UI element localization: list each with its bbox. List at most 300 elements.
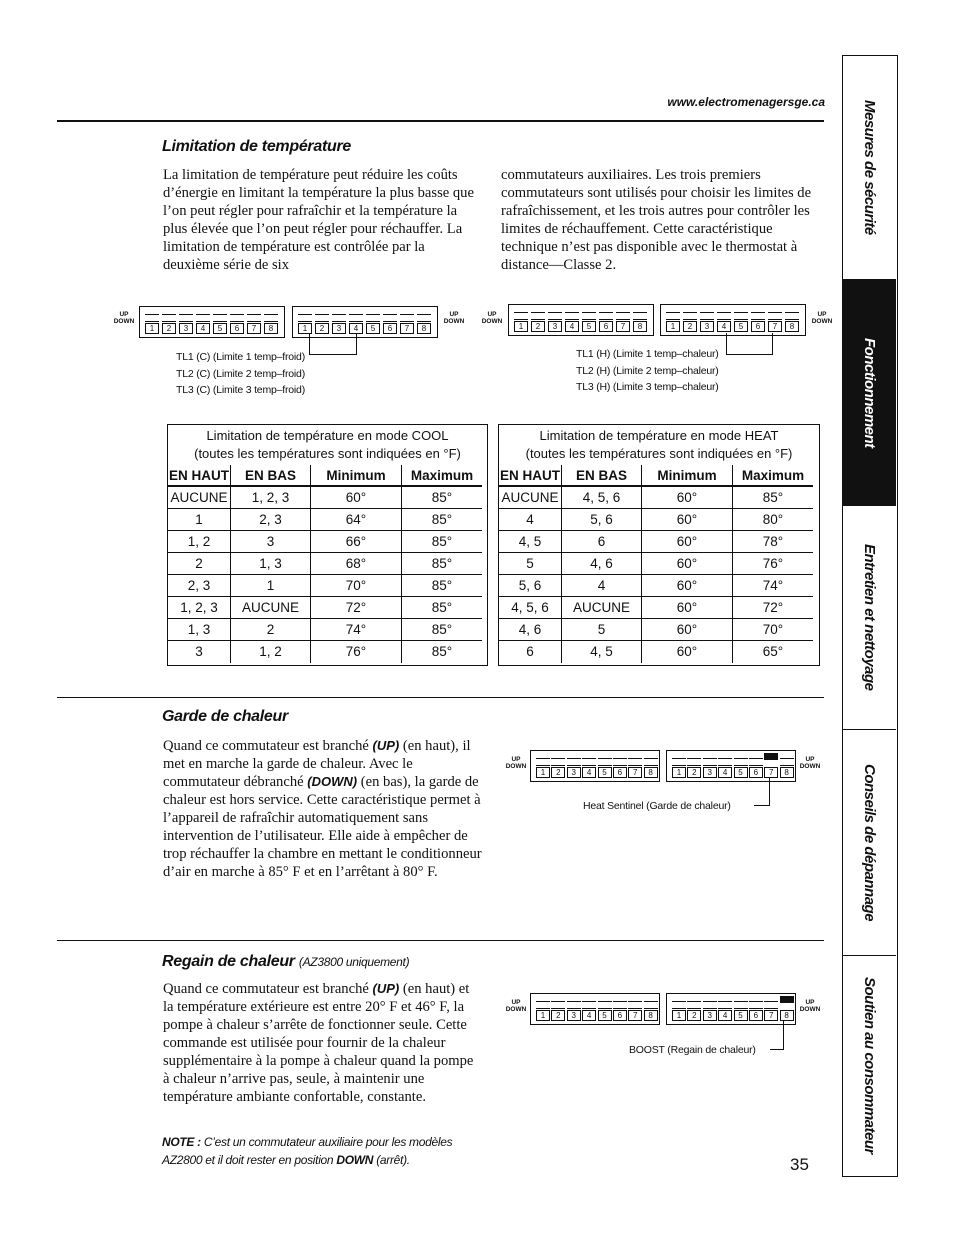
table-row: [168, 575, 487, 597]
table-cell: AUCUNE: [231, 597, 311, 619]
dip-switch-knob: [230, 314, 244, 322]
dip-switch: [247, 309, 261, 334]
dip-switch: [332, 309, 346, 334]
dip-switch-knob: [734, 1001, 748, 1009]
dip-switch-knob: [264, 314, 278, 322]
dip-switch-knob: [687, 758, 701, 766]
label-tl3-cool: TL3 (C) (Limite 3 temp–froid): [176, 384, 305, 396]
dip-switch-number: 2: [687, 1010, 701, 1021]
dip-switch-knob: [703, 758, 717, 766]
dip-switch-number: 3: [703, 767, 717, 778]
table-cell: 5: [562, 619, 642, 641]
section-title-limitation: Limitation de température: [162, 138, 351, 155]
table-header: [499, 465, 819, 487]
dip-switch-knob: [628, 1001, 642, 1009]
table-row: [499, 619, 819, 641]
dip-switch: [764, 996, 776, 1021]
table-cell: 70°: [733, 619, 813, 641]
dip-switch-number: 4: [196, 323, 210, 334]
dip-switch-knob: [598, 758, 612, 766]
table-cell: 85°: [402, 553, 482, 575]
dip-switch-bank: [530, 750, 660, 782]
dip-switch-knob: [687, 1001, 701, 1009]
dip-switch-knob: [551, 1001, 565, 1009]
dip-switch: [298, 309, 312, 334]
dip-switch: [417, 309, 431, 334]
table-cell: 85°: [402, 487, 482, 509]
heat-sentinel-label: Heat Sentinel (Garde de chaleur): [583, 800, 731, 812]
section-title-garde: Garde de chaleur: [162, 708, 288, 725]
table-row: [499, 509, 819, 531]
dip-switch-number: 1: [536, 1010, 550, 1021]
dip-switch-number: 8: [264, 323, 278, 334]
dip-updown-label: UP DOWN: [799, 999, 821, 1013]
dip-switch-knob: [683, 312, 697, 320]
table-cell: 5: [499, 553, 562, 575]
dip-switch-number: 7: [628, 1010, 642, 1021]
dip-switch: [400, 309, 414, 334]
dip-switch-knob: [349, 314, 363, 322]
dip-switch-number: 5: [734, 1010, 748, 1021]
dip-switch-knob: [718, 1001, 732, 1009]
dip-switch: [687, 996, 699, 1021]
dip-switch-number: 2: [687, 767, 701, 778]
table-row: [499, 553, 819, 575]
dip-switch: [599, 307, 613, 332]
table-cell: 1: [231, 575, 311, 597]
table-cell: 6: [499, 641, 562, 663]
dip-updown-label: UP DOWN: [481, 311, 503, 325]
dip-switch-number: 5: [598, 767, 612, 778]
dip-switch-knob: [247, 314, 261, 322]
table-cell: 60°: [642, 531, 733, 553]
label-tl1-cool: TL1 (C) (Limite 1 temp–froid): [176, 351, 305, 363]
dip-switch-number: 1: [672, 767, 686, 778]
table-row: [499, 575, 819, 597]
dip-switch-bank: [660, 304, 806, 336]
dip-switch-knob: [366, 314, 380, 322]
divider: [57, 940, 824, 941]
dip-switch: [514, 307, 528, 332]
dip-switch: [734, 307, 748, 332]
table-cell: 60°: [642, 487, 733, 509]
dip-switch-number: 6: [613, 1010, 627, 1021]
dip-switch-knob: [213, 314, 227, 322]
dip-switch-knob: [599, 312, 613, 320]
dip-switch-knob: [531, 312, 545, 320]
dip-switch-number: 6: [383, 323, 397, 334]
dip-switch-bank: [530, 993, 660, 1025]
table-cell: 1, 2: [168, 531, 231, 553]
label-tl2-heat: TL2 (H) (Limite 2 temp–chaleur): [576, 364, 719, 377]
dip-switch-number: 8: [780, 767, 794, 778]
dip-switch-knob: [734, 758, 748, 766]
dip-switch-knob: [764, 753, 778, 760]
table-cell: 65°: [762, 644, 784, 659]
label-tl1-heat: TL1 (H) (Limite 1 temp–chaleur): [576, 348, 719, 360]
table-cell: 1, 2: [231, 641, 311, 663]
dip-updown-label: UP DOWN: [443, 311, 465, 325]
dip-switch: [666, 307, 680, 332]
table-cell: 85°: [402, 531, 482, 553]
dip-switch: [213, 309, 227, 334]
dip-switch-number: 1: [514, 321, 528, 332]
dip-switch-number: 4: [582, 1010, 596, 1021]
tab-mesures-de-securite[interactable]: Mesures de sécurité: [843, 56, 896, 280]
bracket-line: [754, 778, 770, 806]
table-cell: 60°: [311, 487, 402, 509]
header-en-bas: EN BAS: [562, 465, 642, 487]
dip-switch-knob: [749, 1001, 763, 1009]
dip-switch: [349, 309, 363, 334]
dip-switch-number: 6: [749, 1010, 763, 1021]
table-row: [168, 641, 487, 663]
table-row: [168, 619, 487, 641]
dip-switch: [598, 753, 610, 778]
sidebar-tabs: [842, 55, 898, 1177]
dip-switch: [718, 753, 730, 778]
dip-updown-label: UP DOWN: [505, 756, 527, 770]
dip-switch: [567, 753, 579, 778]
table-row: [168, 553, 487, 575]
table-cell: 60°: [642, 597, 733, 619]
dip-switch-knob: [417, 314, 431, 322]
dip-switch-number: 6: [599, 321, 613, 332]
cool-limit-table: [167, 424, 488, 666]
dip-switch: [703, 753, 715, 778]
dip-switch-knob: [672, 758, 686, 766]
table-cell: 4, 5, 6: [499, 597, 562, 619]
table-cell: 70°: [311, 575, 402, 597]
dip-updown-label: UP DOWN: [505, 999, 527, 1013]
tab-conseils-de-depannage[interactable]: Conseils de dépannage: [843, 730, 896, 956]
dip-switch-knob: [613, 758, 627, 766]
page-number: 35: [790, 1155, 809, 1174]
dip-switch-knob: [780, 758, 794, 766]
paragraph-garde: Quand ce commutateur est branché (UP) (en haut), il met en marche la garde de chaleur. Avec le commutateur débranché (DOWN) (en bas), la garde de chaleur est hors service. Cette caractéristique permet à l’appareil de rafraîchir automatiquement sans intervention de l’utilisateur. Elle aide à empêcher de trop réchauffer la chambre en mettant le conditionneur d’air en marche à 85° F et en l’arrêtant à 80° F.: [163, 738, 482, 880]
cool-switch-labels: [176, 349, 305, 399]
dip-switch-number: 3: [567, 1010, 581, 1021]
divider: [57, 697, 824, 698]
tab-soutien-au-consommateur[interactable]: Soutien au consommateur: [861, 977, 878, 1154]
note-text: NOTE : C’est un commutateur auxiliaire pour les modèles AZ2800 et il doit rester en position DOWN (arrêt).: [162, 1135, 453, 1167]
header-en-bas: EN BAS: [231, 465, 311, 487]
dip-switch-number: 1: [298, 323, 312, 334]
dip-switch-number: 4: [565, 321, 579, 332]
dip-switch-number: 5: [598, 1010, 612, 1021]
dip-switch-number: 4: [718, 767, 732, 778]
table-cell: 60°: [642, 553, 733, 575]
dip-switch-knob: [616, 312, 630, 320]
dip-updown-label: UP DOWN: [811, 311, 833, 325]
heat-switch-labels: [576, 346, 719, 396]
boost-label: BOOST (Regain de chaleur): [629, 1044, 756, 1056]
dip-switch: [764, 753, 776, 778]
dip-switch-knob: [582, 758, 596, 766]
table-cell: 74°: [733, 575, 813, 597]
dip-switch-knob: [598, 1001, 612, 1009]
tab-entretien-et-nettoyage[interactable]: Entretien et nettoyage: [843, 506, 896, 730]
table-cell: 85°: [431, 644, 453, 659]
table-cell: 68°: [311, 553, 402, 575]
dip-switch-knob: [383, 314, 397, 322]
dip-switch: [628, 996, 640, 1021]
dip-switch-knob: [551, 758, 565, 766]
dip-switch-knob: [145, 314, 159, 322]
dip-switch-knob: [718, 758, 732, 766]
table-row: [499, 641, 819, 663]
dip-switch-number: 5: [734, 767, 748, 778]
dip-switch-number: 2: [683, 321, 697, 332]
dip-switch-number: 4: [349, 323, 363, 334]
heat-limit-table: [498, 424, 820, 666]
dip-switch: [162, 309, 176, 334]
table-cell: 76°: [733, 553, 813, 575]
table-cell: 4, 5: [499, 531, 562, 553]
dip-switch: [718, 996, 730, 1021]
dip-switch-number: 7: [400, 323, 414, 334]
dip-switch-number: 3: [567, 767, 581, 778]
table-cell: 72°: [311, 597, 402, 619]
header-en-haut: EN HAUT: [499, 465, 562, 487]
dip-switch-knob: [703, 1001, 717, 1009]
dip-switch: [264, 309, 278, 334]
dip-switch-number: 2: [162, 323, 176, 334]
dip-switch-number: 1: [145, 323, 159, 334]
dip-switch: [780, 753, 792, 778]
dip-switch-knob: [298, 314, 312, 322]
dip-switch: [683, 307, 697, 332]
table-cell: 2: [168, 553, 231, 575]
dip-switch-number: 5: [213, 323, 227, 334]
table-cell: 3: [168, 641, 231, 663]
dip-switch-number: 8: [644, 1010, 658, 1021]
dip-switch: [531, 307, 545, 332]
dip-switch: [672, 753, 684, 778]
dip-switch: [582, 996, 594, 1021]
dip-switch-number: 4: [717, 321, 731, 332]
table-cell: 60°: [642, 641, 733, 663]
table-cell: 85°: [402, 575, 482, 597]
dip-switch-number: 2: [551, 767, 565, 778]
dip-switch: [582, 753, 594, 778]
table-cell: AUCUNE: [562, 597, 642, 619]
dip-switch: [700, 307, 714, 332]
dip-switch-number: 7: [247, 323, 261, 334]
dip-switch-number: 1: [672, 1010, 686, 1021]
dip-switch-number: 5: [366, 323, 380, 334]
dip-switch-knob: [613, 1001, 627, 1009]
dip-switch-number: 2: [551, 1010, 565, 1021]
header-maximum: Maximum: [733, 465, 813, 487]
table-cell: 5, 6: [562, 509, 642, 531]
dip-switch-knob: [567, 1001, 581, 1009]
dip-switch-number: 8: [785, 321, 799, 332]
dip-switch-knob: [514, 312, 528, 320]
table-cell: 78°: [733, 531, 813, 553]
table-cell: 72°: [733, 597, 813, 619]
dip-switch: [551, 753, 563, 778]
dip-switch-knob: [162, 314, 176, 322]
dip-switch: [548, 307, 562, 332]
dip-switch: [613, 996, 625, 1021]
paragraph-col1: La limitation de température peut réduire les coûts d’énergie en limitant la température la plus basse que l’on peut régler pour rafraîchir et la température la plus élevée que l’on peut régler pour réchauffer. La limitation de température est contrôlée par la deuxième série de six: [163, 167, 474, 273]
dip-switch: [616, 307, 630, 332]
dip-switch-number: 7: [768, 321, 782, 332]
dip-switch: [785, 307, 799, 332]
dip-switch-bank: [666, 750, 796, 782]
dip-switch: [383, 309, 397, 334]
dip-switch-number: 7: [628, 767, 642, 778]
dip-switch-number: 7: [764, 1010, 778, 1021]
dip-switch: [768, 307, 782, 332]
dip-switch: [196, 309, 210, 334]
table-row: [499, 487, 819, 509]
dip-switch-number: 3: [700, 321, 714, 332]
dip-switch: [315, 309, 329, 334]
dip-switch: [717, 307, 731, 332]
dip-switch: [536, 753, 548, 778]
label-tl3-heat: TL3 (H) (Limite 3 temp–chaleur): [576, 381, 719, 393]
dip-switch-knob: [582, 1001, 596, 1009]
dip-switch: [179, 309, 193, 334]
dip-switch-number: 6: [751, 321, 765, 332]
dip-switch-number: 7: [616, 321, 630, 332]
table-cell: 5, 6: [499, 575, 562, 597]
dip-switch-number: 4: [582, 767, 596, 778]
table-cell: 4, 5: [562, 641, 642, 663]
table-cell: 74°: [311, 619, 402, 641]
website-url: www.electromenagersge.ca: [667, 95, 825, 109]
dip-switch: [230, 309, 244, 334]
dip-switch-knob: [536, 758, 550, 766]
dip-switch-knob: [734, 312, 748, 320]
paragraph-col2: commutateurs auxiliaires. Les trois premiers commutateurs sont utilisés pour choisir les limites de rafraîchissement, et les trois autres pour contrôler les limites de réchauffement. Cette caractéristique technique n’est pas disponible avec le thermostat à distance—Classe 2.: [501, 167, 812, 273]
table-cell: 1: [168, 509, 231, 531]
dip-switch: [633, 307, 647, 332]
dip-switch-knob: [196, 314, 210, 322]
dip-updown-label: UP DOWN: [113, 311, 135, 325]
dip-switch-number: 8: [780, 1010, 794, 1021]
dip-switch: [613, 753, 625, 778]
table-cell: 1, 2, 3: [168, 597, 231, 619]
dip-switch-number: 5: [582, 321, 596, 332]
dip-switch-knob: [644, 758, 658, 766]
dip-switch: [598, 996, 610, 1021]
dip-switch-number: 2: [531, 321, 545, 332]
dip-switch-knob: [565, 312, 579, 320]
dip-switch-knob: [749, 758, 763, 766]
table-cell: 60°: [642, 509, 733, 531]
dip-switch-knob: [717, 312, 731, 320]
header-minimum: Minimum: [642, 465, 733, 487]
dip-switch-number: 5: [734, 321, 748, 332]
table-cell: 4: [562, 575, 642, 597]
table-cell: 60°: [642, 619, 733, 641]
dip-switch-knob: [666, 312, 680, 320]
dip-switch: [687, 753, 699, 778]
dip-switch-bank: [139, 306, 285, 338]
dip-switch-number: 8: [644, 767, 658, 778]
table-cell: 66°: [311, 531, 402, 553]
dip-switch: [749, 753, 761, 778]
dip-switch: [734, 753, 746, 778]
dip-switch: [749, 996, 761, 1021]
bracket-line: [726, 333, 773, 355]
dip-switch: [672, 996, 684, 1021]
dip-switch-knob: [672, 1001, 686, 1009]
table-cell: 60°: [642, 575, 733, 597]
dip-switch: [734, 996, 746, 1021]
table-cell: 1, 2, 3: [231, 487, 311, 509]
dip-switch-knob: [332, 314, 346, 322]
paragraph-regain: Quand ce commutateur est branché (UP) (en haut) et la température extérieure est entre 20° F et 46° F, la pompe à chaleur s’arrête de fonctionner seule. Cette commande est utilisée pour fournir de la chaleur supplémentaire à la pompe à chaleur quand la pompe à chaleur n’arrive pas, seule, à maintenir une température ambiante confortable, constante.: [163, 981, 474, 1105]
table-cell: 4: [499, 509, 562, 531]
dip-switch: [780, 996, 792, 1021]
dip-switch-number: 6: [749, 767, 763, 778]
table-cell: 4, 6: [562, 553, 642, 575]
dip-switch: [644, 996, 656, 1021]
table-cell: 85°: [402, 597, 482, 619]
dip-switch-knob: [785, 312, 799, 320]
table-caption: Limitation de température en mode COOL (toutes les températures sont indiquées en °F): [194, 428, 461, 461]
dip-switch-knob: [768, 312, 782, 320]
header-en-haut: EN HAUT: [168, 465, 231, 487]
table-cell: 3: [231, 531, 311, 553]
dip-switch-bank: [508, 304, 654, 336]
table-cell: AUCUNE: [499, 487, 562, 509]
dip-switch: [145, 309, 159, 334]
tab-fonctionnement[interactable]: Fonctionnement: [843, 280, 896, 506]
table-row: [499, 531, 819, 553]
dip-switch-number: 6: [230, 323, 244, 334]
label-tl2-cool: TL2 (C) (Limite 2 temp–froid): [176, 367, 305, 380]
dip-switch-number: 3: [332, 323, 346, 334]
bracket-line: [770, 1020, 784, 1050]
table-cell: 2, 3: [168, 575, 231, 597]
dip-switch: [565, 307, 579, 332]
dip-switch-number: 8: [633, 321, 647, 332]
dip-switch-knob: [548, 312, 562, 320]
bracket-line: [309, 333, 357, 355]
section-subtitle-regain: (AZ3800 uniquement): [298, 955, 410, 969]
table-cell: 4, 6: [499, 619, 562, 641]
table-cell: 1, 3: [168, 619, 231, 641]
header-maximum: Maximum: [402, 465, 482, 487]
dip-switch-number: 7: [764, 767, 778, 778]
dip-switch: [551, 996, 563, 1021]
table-cell: 80°: [733, 509, 813, 531]
dip-switch: [567, 996, 579, 1021]
dip-switch-number: 1: [666, 321, 680, 332]
table-header: [168, 465, 487, 487]
dip-switch-number: 3: [179, 323, 193, 334]
divider: [57, 120, 824, 122]
table-cell: 64°: [311, 509, 402, 531]
dip-switch-knob: [315, 314, 329, 322]
table-row: [168, 487, 487, 509]
dip-switch-knob: [582, 312, 596, 320]
dip-switch: [628, 753, 640, 778]
dip-switch-knob: [633, 312, 647, 320]
dip-switch: [536, 996, 548, 1021]
dip-switch-number: 8: [417, 323, 431, 334]
dip-switch: [644, 753, 656, 778]
table-row: [499, 597, 819, 619]
table-cell: 85°: [402, 509, 482, 531]
table-cell: 85°: [733, 487, 813, 509]
dip-switch: [582, 307, 596, 332]
